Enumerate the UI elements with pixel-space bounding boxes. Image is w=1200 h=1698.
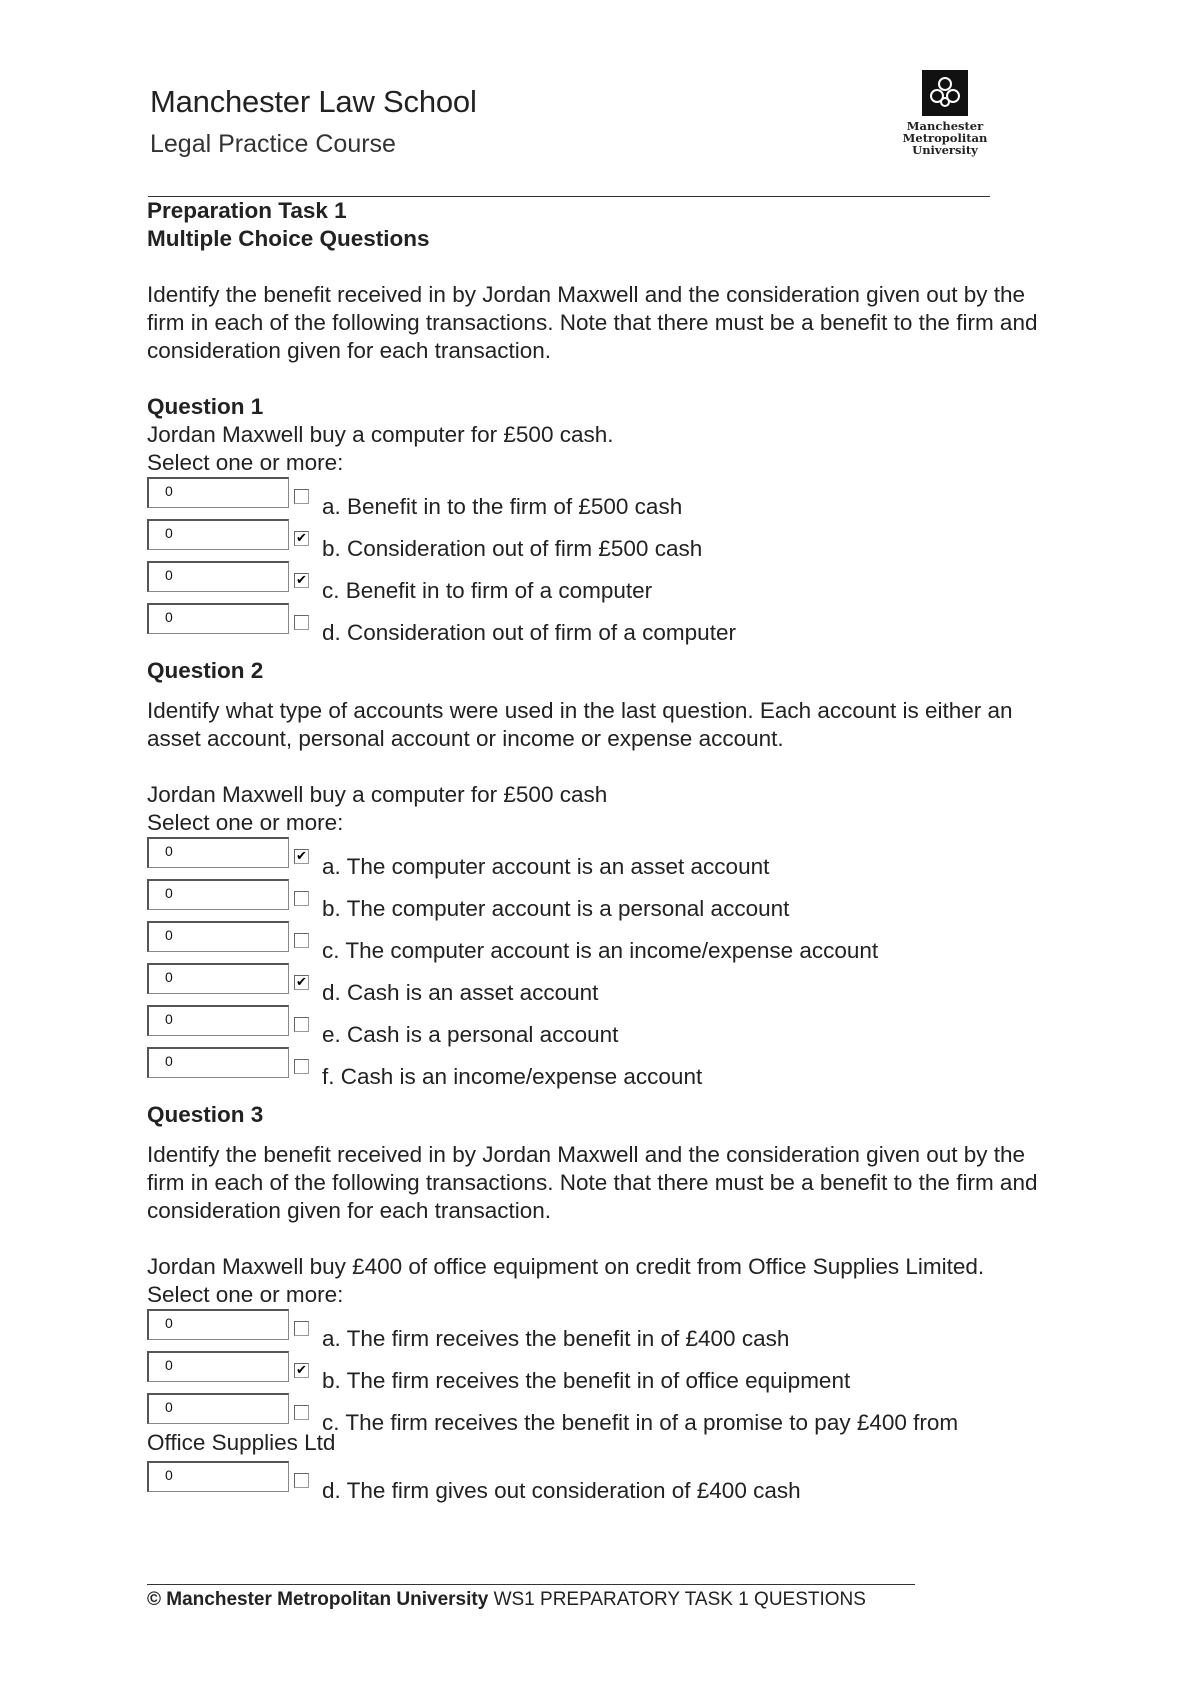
score-field[interactable]: 0 (147, 561, 289, 592)
answer-option (147, 879, 1067, 921)
document-footer (147, 1584, 915, 1611)
document-header (148, 62, 990, 197)
course-name: Legal Practice Course (150, 130, 396, 158)
checkbox[interactable] (294, 1473, 309, 1488)
answer-option (147, 1351, 1067, 1393)
checkbox-checked[interactable] (294, 1363, 309, 1378)
score-field[interactable]: 0 (147, 879, 289, 910)
score-field[interactable]: 0 (147, 519, 289, 550)
question-3-instruction: Select one or more: (147, 1282, 344, 1307)
question-1-heading: Question 1 (147, 394, 264, 419)
option-label: c. Benefit in to firm of a computer (322, 578, 653, 603)
checkbox[interactable] (294, 489, 309, 504)
option-label-continuation: Office Supplies Ltd (147, 1430, 336, 1455)
checkbox-checked[interactable] (294, 975, 309, 990)
checkmark-icon: ✔ (296, 530, 307, 545)
checkmark-icon: ✔ (296, 848, 307, 863)
checkbox-checked[interactable] (294, 531, 309, 546)
school-name: Manchester Law School (150, 84, 477, 119)
option-label: e. Cash is a personal account (322, 1022, 619, 1047)
option-label: d. The firm gives out consideration of £400 cash (322, 1478, 801, 1503)
score-field[interactable]: 0 (147, 1047, 289, 1078)
score-field[interactable]: 0 (147, 837, 289, 868)
score-field[interactable]: 0 (147, 1351, 289, 1382)
answer-option (147, 1393, 1067, 1461)
checkbox-checked[interactable] (294, 573, 309, 588)
option-label: a. The computer account is an asset account (322, 854, 770, 879)
question-3-options (147, 1309, 1067, 1503)
checkbox[interactable] (294, 1059, 309, 1074)
answer-option (147, 561, 1067, 603)
question-2-options (147, 837, 1067, 1089)
checkbox[interactable] (294, 891, 309, 906)
question-3-stem: Jordan Maxwell buy £400 of office equipment on credit from Office Supplies Limited. (147, 1254, 985, 1279)
question-2-text: Identify what type of accounts were used in the last question. Each account is either an asset account, personal account or income or expense account. (147, 698, 1013, 751)
option-label: d. Consideration out of firm of a computer (322, 620, 736, 645)
answer-option (147, 1005, 1067, 1047)
question-2-heading: Question 2 (147, 658, 264, 683)
checkmark-icon: ✔ (296, 1362, 307, 1377)
option-label: b. The computer account is a personal account (322, 896, 790, 921)
answer-option (147, 1047, 1067, 1089)
checkbox[interactable] (294, 933, 309, 948)
answer-option (147, 603, 1067, 645)
score-field[interactable]: 0 (147, 1393, 289, 1424)
answer-option (147, 519, 1067, 561)
checkbox[interactable] (294, 1405, 309, 1420)
answer-option (147, 837, 1067, 879)
task-title: Preparation Task 1 (147, 198, 347, 223)
score-field[interactable]: 0 (147, 1005, 289, 1036)
option-label: c. The firm receives the benefit in of a promise to pay £400 from (322, 1410, 959, 1435)
score-field[interactable]: 0 (147, 603, 289, 634)
document-reference: WS1 PREPARATORY TASK 1 QUESTIONS (488, 1589, 866, 1610)
question-2-stem: Jordan Maxwell buy a computer for £500 cash (147, 782, 608, 807)
option-label: d. Cash is an asset account (322, 980, 599, 1005)
checkmark-icon: ✔ (296, 974, 307, 989)
score-field[interactable]: 0 (147, 477, 289, 508)
logo-emblem-icon (922, 70, 968, 116)
question-1-options (147, 477, 1067, 645)
question-1-instruction: Select one or more: (147, 450, 344, 475)
logo-text: Manchester Metropolitan University (902, 119, 988, 157)
task-subtitle: Multiple Choice Questions (147, 226, 430, 251)
checkbox[interactable] (294, 615, 309, 630)
document-body (147, 197, 1067, 1503)
copyright-owner: © Manchester Metropolitan University (147, 1589, 489, 1610)
checkbox-checked[interactable] (294, 849, 309, 864)
university-logo (900, 70, 990, 156)
checkbox[interactable] (294, 1321, 309, 1336)
option-label: b. The firm receives the benefit in of office equipment (322, 1368, 851, 1393)
option-label: a. The firm receives the benefit in of £400 cash (322, 1326, 790, 1351)
checkmark-icon: ✔ (296, 572, 307, 587)
checkbox[interactable] (294, 1017, 309, 1032)
question-3-text: Identify the benefit received in by Jordan Maxwell and the consideration given out by the firm in each of the following transactions. Note that there must be a benefit to the firm and consideration given for each transaction. (147, 1142, 1038, 1223)
answer-option (147, 1309, 1067, 1351)
score-field[interactable]: 0 (147, 921, 289, 952)
option-label: f. Cash is an income/expense account (322, 1064, 703, 1089)
intro-text: Identify the benefit received in by Jordan Maxwell and the consideration given out by the firm in each of the following transactions. Note that there must be a benefit to the firm and consideration given for each transaction. (147, 282, 1038, 363)
question-1-stem: Jordan Maxwell buy a computer for £500 cash. (147, 422, 614, 447)
question-3-heading: Question 3 (147, 1102, 264, 1127)
option-label: a. Benefit in to the firm of £500 cash (322, 494, 683, 519)
answer-option (147, 963, 1067, 1005)
score-field[interactable]: 0 (147, 963, 289, 994)
answer-option (147, 921, 1067, 963)
option-label: b. Consideration out of firm £500 cash (322, 536, 703, 561)
answer-option (147, 477, 1067, 519)
score-field[interactable]: 0 (147, 1461, 289, 1492)
question-2-instruction: Select one or more: (147, 810, 344, 835)
score-field[interactable]: 0 (147, 1309, 289, 1340)
answer-option (147, 1461, 1067, 1503)
option-label: c. The computer account is an income/expense account (322, 938, 879, 963)
